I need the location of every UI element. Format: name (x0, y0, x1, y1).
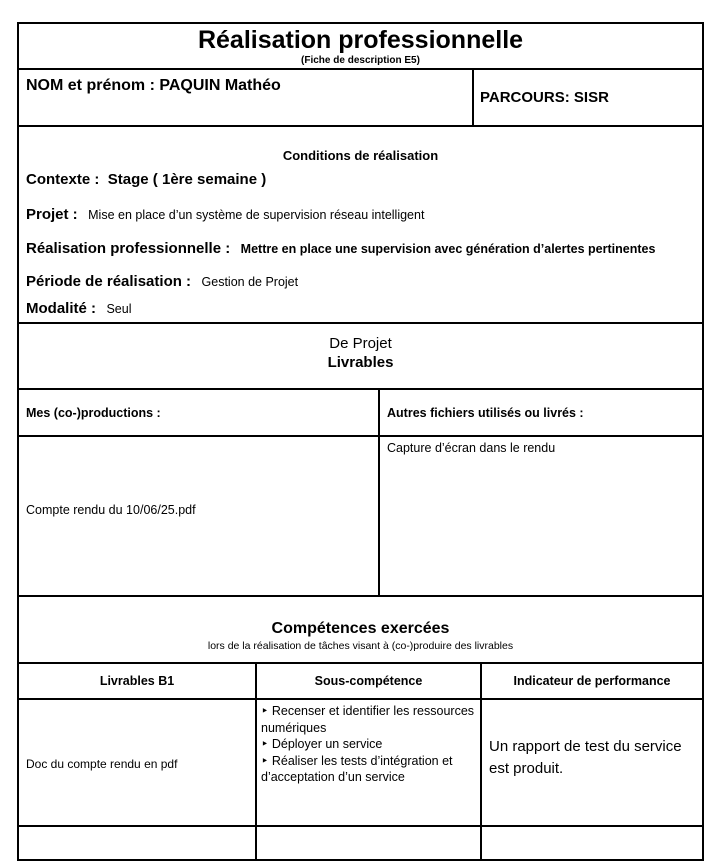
contexte-value: Stage ( 1ère semaine ) (107, 171, 267, 188)
name-label: NOM et prénom : (26, 77, 155, 94)
modalite-line (19, 300, 702, 318)
periode-line (19, 273, 702, 291)
page-subtitle: (Fiche de description E5) (301, 55, 420, 66)
deprojet-text: De Projet (329, 335, 392, 352)
col-header-livrables-b1: Livrables B1 (19, 664, 257, 698)
competences-data-row (19, 700, 702, 827)
projet-label: Projet : (26, 206, 78, 223)
realisation-value: Mettre en place une supervision avec génération d’alertes pertinentes (240, 242, 656, 256)
competences-section-title (19, 597, 702, 664)
projet-line (19, 206, 702, 224)
livrables-section-title (19, 324, 702, 390)
competences-title: Compétences exercées (271, 620, 450, 637)
livrable-value: Doc du compte rendu en pdf (26, 757, 178, 771)
livrable-cell (19, 700, 257, 825)
parcours-value: SISR (573, 89, 609, 106)
livrables-content-row (19, 437, 702, 597)
identity-row (19, 70, 702, 127)
projet-value: Mise en place d’un système de supervision réseau intelligent (88, 208, 425, 222)
productions-header: Mes (co-)productions : (19, 390, 380, 435)
fiche-form (17, 22, 704, 861)
parcours-cell (474, 70, 702, 125)
autres-fichiers-value: Capture d’écran dans le rendu (387, 441, 556, 455)
productions-cell (19, 437, 380, 595)
sous-competence-item: ‣ Déployer un service (261, 737, 383, 751)
realisation-line (19, 240, 702, 258)
sous-competences-cell (257, 700, 482, 825)
empty-indicateur-cell (482, 827, 702, 859)
name-cell (19, 70, 474, 125)
competences-subtitle: lors de la réalisation de tâches visant à (co-)produire des livrables (207, 640, 514, 652)
title-row (19, 24, 702, 70)
livrables-header-row (19, 390, 702, 437)
sous-competence-item: ‣ Réaliser les tests d’intégration et d’acceptation d’un service (261, 753, 453, 784)
competences-header-row (19, 664, 702, 700)
realisation-label: Réalisation professionnelle : (26, 240, 231, 257)
autres-fichiers-cell (380, 437, 702, 595)
empty-sous-competence-cell (257, 827, 482, 859)
name-value: PAQUIN Mathéo (159, 77, 281, 94)
conditions-title: Conditions de réalisation (282, 148, 439, 163)
indicateur-cell: Un rapport de test du service est produit. (489, 738, 682, 777)
parcours-label: PARCOURS: (480, 89, 570, 106)
contexte-label: Contexte : (26, 171, 100, 188)
col-header-indicateur: Indicateur de performance (513, 674, 671, 688)
livrables-text: Livrables (327, 354, 394, 371)
empty-livrable-cell (19, 827, 257, 859)
page-title: Réalisation professionnelle (197, 26, 524, 54)
autres-fichiers-header: Autres fichiers utilisés ou livrés : (387, 405, 584, 420)
competences-empty-row (19, 827, 702, 859)
periode-label: Période de réalisation : (26, 273, 192, 290)
sous-competence-item: ‣ Recenser et identifier les ressources numériques (261, 704, 475, 735)
col-header-sous-competence: Sous-compétence (257, 664, 482, 698)
modalite-label: Modalité : (26, 300, 96, 317)
contexte-line (19, 171, 702, 189)
modalite-value: Seul (106, 302, 132, 316)
conditions-section (19, 127, 702, 324)
periode-value: Gestion de Projet (201, 275, 299, 289)
productions-value: Compte rendu du 10/06/25.pdf (26, 503, 196, 517)
